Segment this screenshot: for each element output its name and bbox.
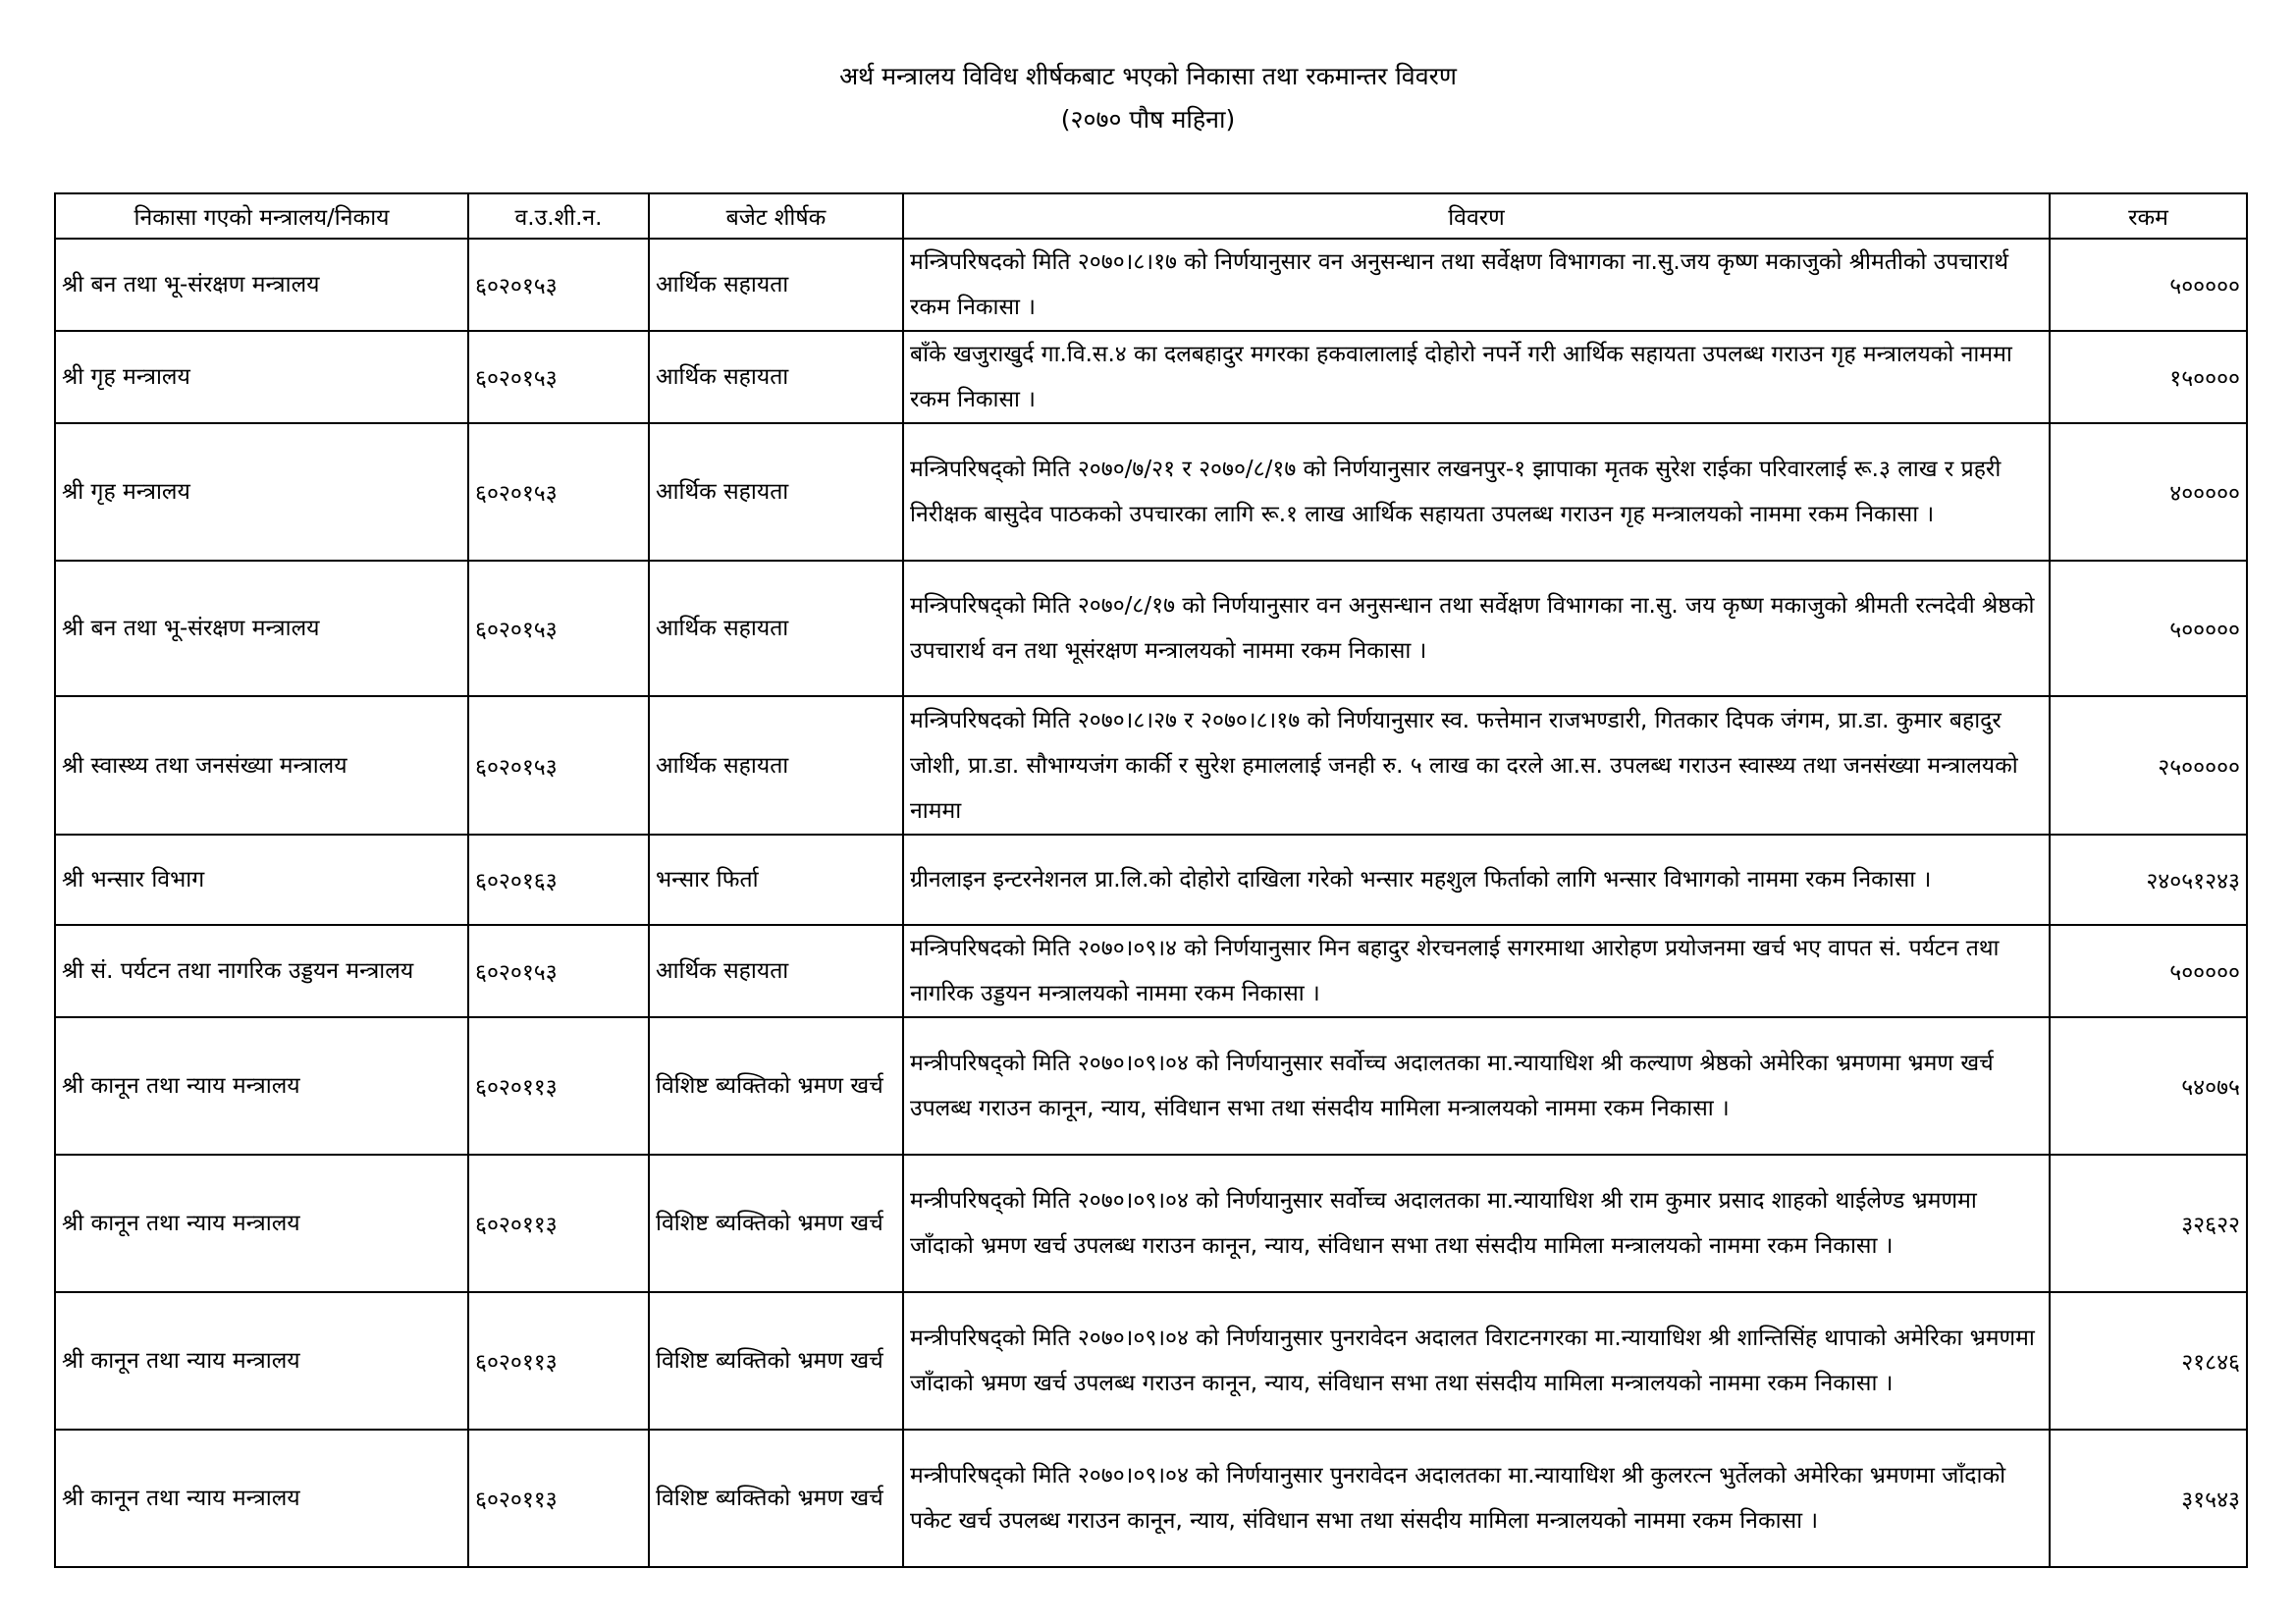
cell-ministry: श्री सं. पर्यटन तथा नागरिक उड्डयन मन्त्रालय [55, 925, 468, 1017]
table-row [55, 1155, 2247, 1292]
cell-amount: ३१५४३ [2050, 1430, 2247, 1567]
cell-budget: विशिष्ट ब्यक्तिको भ्रमण खर्च [649, 1155, 903, 1292]
cell-budget: विशिष्ट ब्यक्तिको भ्रमण खर्च [649, 1017, 903, 1155]
header-description: विवरण [903, 193, 2050, 239]
cell-description: मन्त्रिपरिषदको मिति २०७०।०९।४ को निर्णयानुसार मिन बहादुर शेरचनलाई सगरमाथा आरोहण प्रयोजनमा खर्च भए वापत सं. पर्यटन तथा नागरिक उड्डयन मन्त्रालयको नाममा रकम निकासा । [903, 925, 2050, 1017]
document-heading [0, 55, 2296, 141]
cell-ministry: श्री बन तथा भू-संरक्षण मन्त्रालय [55, 561, 468, 696]
cell-budget: विशिष्ट ब्यक्तिको भ्रमण खर्च [649, 1430, 903, 1567]
table-row [55, 1017, 2247, 1155]
cell-code: ६०२०१५३ [468, 331, 649, 423]
cell-ministry: श्री गृह मन्त्रालय [55, 331, 468, 423]
cell-budget: आर्थिक सहायता [649, 696, 903, 835]
header-code: व.उ.शी.न. [468, 193, 649, 239]
cell-amount: ४००००० [2050, 423, 2247, 561]
cell-ministry: श्री भन्सार विभाग [55, 835, 468, 925]
table-header-row [55, 193, 2247, 239]
cell-amount: ५००००० [2050, 925, 2247, 1017]
cell-code: ६०२०११३ [468, 1292, 649, 1430]
header-budget: बजेट शीर्षक [649, 193, 903, 239]
cell-code: ६०२०११३ [468, 1155, 649, 1292]
cell-ministry: श्री बन तथा भू-संरक्षण मन्त्रालय [55, 239, 468, 331]
cell-description: बाँके खजुराखुर्द गा.वि.स.४ का दलबहादुर मगरका हकवालालाई दोहोरो नपर्ने गरी आर्थिक सहायता उपलब्ध गराउन गृह मन्त्रालयको नाममा रकम निकासा । [903, 331, 2050, 423]
cell-description: मन्त्रिपरिषदको मिति २०७०।८।१७ को निर्णयानुसार वन अनुसन्धान तथा सर्वेक्षण विभागका ना.सु.जय कृष्ण मकाजुको श्रीमतीको उपचारार्थ रकम निकासा । [903, 239, 2050, 331]
cell-ministry: श्री कानून तथा न्याय मन्त्रालय [55, 1292, 468, 1430]
cell-code: ६०२०१५३ [468, 696, 649, 835]
table-row [55, 925, 2247, 1017]
table-row [55, 423, 2247, 561]
cell-code: ६०२०१५३ [468, 561, 649, 696]
cell-ministry: श्री कानून तथा न्याय मन्त्रालय [55, 1155, 468, 1292]
table-row [55, 1430, 2247, 1567]
cell-ministry: श्री स्वास्थ्य तथा जनसंख्या मन्त्रालय [55, 696, 468, 835]
cell-code: ६०२०१६३ [468, 835, 649, 925]
table-row [55, 239, 2247, 331]
cell-budget: आर्थिक सहायता [649, 331, 903, 423]
table-row [55, 331, 2247, 423]
cell-description: मन्त्रीपरिषद्को मिति २०७०।०९।०४ को निर्णयानुसार पुनरावेदन अदालतका मा.न्यायाधिश श्री कुलरत्न भुर्तेलको अमेरिका भ्रमणमा जाँदाको पकेट खर्च उपलब्ध गराउन कानून, न्याय, संविधान सभा तथा संसदीय मामिला मन्त्रालयको नाममा रकम निकासा । [903, 1430, 2050, 1567]
cell-amount: २४०५१२४३ [2050, 835, 2247, 925]
cell-budget: विशिष्ट ब्यक्तिको भ्रमण खर्च [649, 1292, 903, 1430]
cell-description: मन्त्रीपरिषद्को मिति २०७०।०९।०४ को निर्णयानुसार पुनरावेदन अदालत विराटनगरका मा.न्यायाधिश श्री शान्तिसिंह थापाको अमेरिका भ्रमणमा जाँदाको भ्रमण खर्च उपलब्ध गराउन कानून, न्याय, संविधान सभा तथा संसदीय मामिला मन्त्रालयको नाममा रकम निकासा । [903, 1292, 2050, 1430]
cell-code: ६०२०१५३ [468, 423, 649, 561]
cell-amount: ५४०७५ [2050, 1017, 2247, 1155]
table-row [55, 835, 2247, 925]
cell-amount: २५००००० [2050, 696, 2247, 835]
table-row [55, 696, 2247, 835]
table-row [55, 561, 2247, 696]
cell-ministry: श्री कानून तथा न्याय मन्त्रालय [55, 1017, 468, 1155]
cell-amount: ५००००० [2050, 561, 2247, 696]
cell-code: ६०२०११३ [468, 1017, 649, 1155]
cell-description: मन्त्रिपरिषद्को मिति २०७०/८/१७ को निर्णयानुसार वन अनुसन्धान तथा सर्वेक्षण विभागका ना.सु. जय कृष्ण मकाजुको श्रीमती रत्नदेवी श्रेष्ठको उपचारार्थ वन तथा भूसंरक्षण मन्त्रालयको नाममा रकम निकासा । [903, 561, 2050, 696]
cell-amount: २१८४६ [2050, 1292, 2247, 1430]
header-ministry: निकासा गएको मन्त्रालय/निकाय [55, 193, 468, 239]
cell-description: ग्रीनलाइन इन्टरनेशनल प्रा.लि.को दोहोरो दाखिला गरेको भन्सार महशुल फिर्ताको लागि भन्सार विभागको नाममा रकम निकासा । [903, 835, 2050, 925]
cell-budget: आर्थिक सहायता [649, 423, 903, 561]
cell-code: ६०२०११३ [468, 1430, 649, 1567]
cell-ministry: श्री गृह मन्त्रालय [55, 423, 468, 561]
cell-ministry: श्री कानून तथा न्याय मन्त्रालय [55, 1430, 468, 1567]
cell-amount: ३२६२२ [2050, 1155, 2247, 1292]
disbursement-table [54, 192, 2248, 1568]
table-row [55, 1292, 2247, 1430]
cell-code: ६०२०१५३ [468, 925, 649, 1017]
cell-description: मन्त्रीपरिषद्को मिति २०७०।०९।०४ को निर्णयानुसार सर्वोच्च अदालतका मा.न्यायाधिश श्री राम कुमार प्रसाद शाहको थाईलेण्ड भ्रमणमा जाँदाको भ्रमण खर्च उपलब्ध गराउन कानून, न्याय, संविधान सभा तथा संसदीय मामिला मन्त्रालयको नाममा रकम निकासा । [903, 1155, 2050, 1292]
cell-description: मन्त्रिपरिषद्को मिति २०७०/७/२१ र २०७०/८/१७ को निर्णयानुसार लखनपुर-१ झापाका मृतक सुरेश राईका परिवारलाई रू.३ लाख र प्रहरी निरीक्षक बासुदेव पाठकको उपचारका लागि रू.१ लाख आर्थिक सहायता उपलब्ध गराउन गृह मन्त्रालयको नाममा रकम निकासा । [903, 423, 2050, 561]
cell-description: मन्त्रीपरिषद्को मिति २०७०।०९।०४ को निर्णयानुसार सर्वोच्च अदालतका मा.न्यायाधिश श्री कल्याण श्रेष्ठको अमेरिका भ्रमणमा भ्रमण खर्च उपलब्ध गराउन कानून, न्याय, संविधान सभा तथा संसदीय मामिला मन्त्रालयको नाममा रकम निकासा । [903, 1017, 2050, 1155]
cell-budget: भन्सार फिर्ता [649, 835, 903, 925]
cell-budget: आर्थिक सहायता [649, 561, 903, 696]
document-title: अर्थ मन्त्रालय विविध शीर्षकबाट भएको निकासा तथा रकमान्तर विवरण [839, 62, 1457, 90]
cell-budget: आर्थिक सहायता [649, 239, 903, 331]
header-amount: रकम [2050, 193, 2247, 239]
cell-amount: ५००००० [2050, 239, 2247, 331]
document-subtitle: (२०७० पौष महिना) [1060, 105, 1236, 134]
cell-amount: १५०००० [2050, 331, 2247, 423]
cell-budget: आर्थिक सहायता [649, 925, 903, 1017]
cell-description: मन्त्रिपरिषदको मिति २०७०।८।२७ र २०७०।८।१७ को निर्णयानुसार स्व. फत्तेमान राजभण्डारी, गितकार दिपक जंगम, प्रा.डा. कुमार बहादुर जोशी, प्रा.डा. सौभाग्यजंग कार्की र सुरेश हमाललाई जनही रु. ५ लाख का दरले आ.स. उपलब्ध गराउन स्वास्थ्य तथा जनसंख्या मन्त्रालयको नाममा [903, 696, 2050, 835]
cell-code: ६०२०१५३ [468, 239, 649, 331]
